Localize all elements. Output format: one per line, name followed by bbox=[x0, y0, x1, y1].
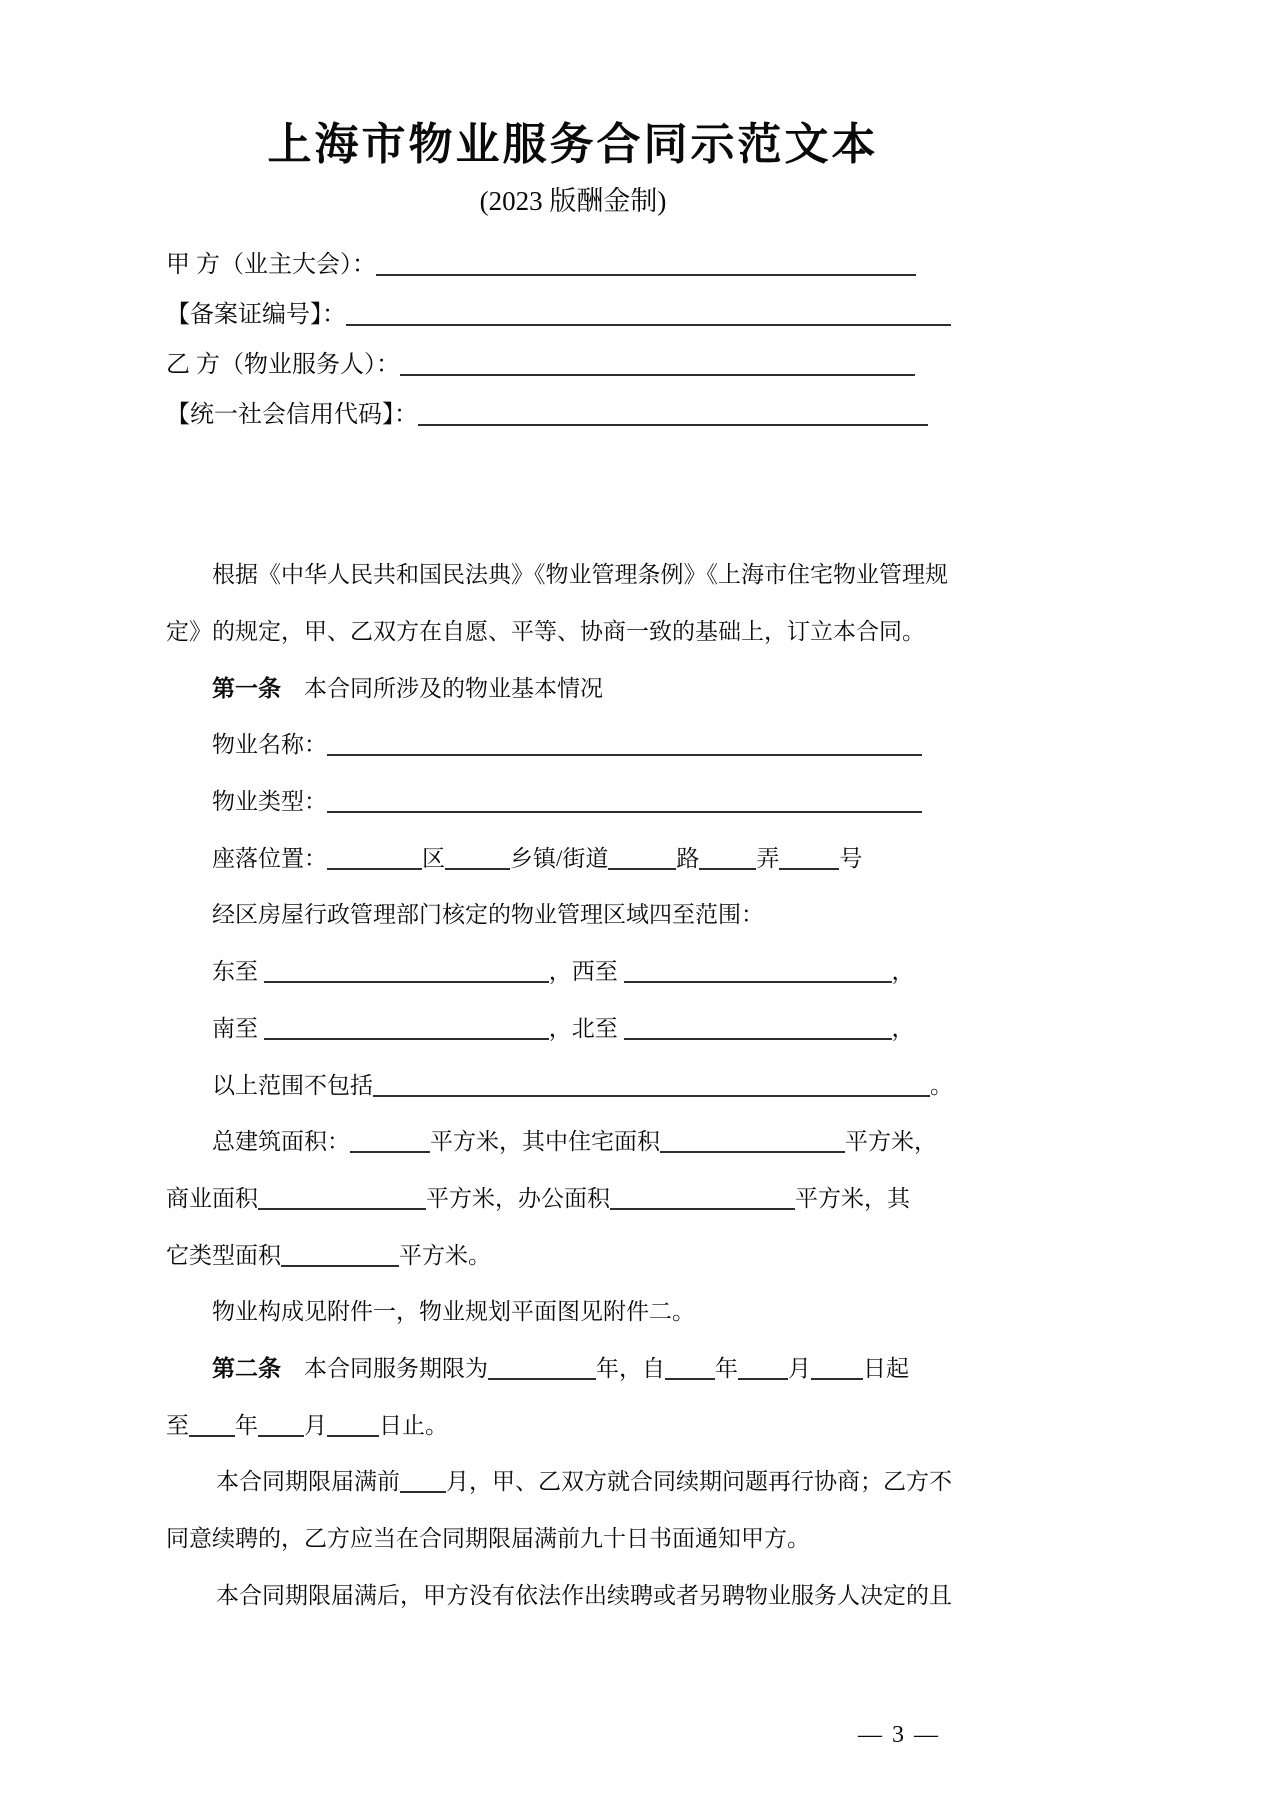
contract-text: 月 bbox=[304, 1412, 327, 1438]
contract-text: 年，自 bbox=[596, 1356, 665, 1382]
contract-line bbox=[166, 1171, 980, 1228]
contract-text: 弄 bbox=[756, 845, 780, 871]
contract-text: 总建筑面积： bbox=[212, 1129, 350, 1155]
contract-text: 本合同服务期限为 bbox=[281, 1356, 488, 1382]
fill-in-blank[interactable] bbox=[258, 1435, 304, 1437]
fill-in-blank[interactable] bbox=[624, 981, 892, 983]
contract-text: 物业名称： bbox=[212, 732, 327, 758]
contract-line bbox=[166, 1454, 980, 1511]
contract-line bbox=[166, 774, 980, 831]
contract-line bbox=[166, 604, 980, 661]
contract-text: 平方米，其 bbox=[795, 1185, 910, 1211]
contract-text: 根据《中华人民共和国民法典》《物业管理条例》《上海市住宅物业管理规 bbox=[212, 562, 948, 588]
contract-line bbox=[166, 887, 980, 944]
contract-text: ， bbox=[891, 959, 915, 985]
contract-text: 同意续聘的，乙方应当在合同期限届满前九十日书面通知甲方。 bbox=[166, 1526, 810, 1552]
contract-text: 日止。 bbox=[379, 1412, 448, 1438]
contract-line bbox=[166, 1001, 980, 1058]
contract-line bbox=[166, 1284, 980, 1341]
page-number: — 3 — bbox=[858, 1722, 940, 1748]
fill-in-blank[interactable] bbox=[264, 981, 549, 983]
header-fields bbox=[166, 240, 980, 440]
fill-in-blank[interactable] bbox=[327, 754, 922, 756]
contract-text: 日起 bbox=[863, 1356, 909, 1382]
fill-in-blank[interactable] bbox=[400, 1491, 446, 1493]
contract-line bbox=[166, 661, 980, 718]
contract-text: 月，甲、乙双方就合同续期问题再行协商；乙方不 bbox=[446, 1469, 952, 1495]
fill-in-blank[interactable] bbox=[350, 1151, 430, 1153]
contract-text: 。 bbox=[930, 1072, 953, 1098]
fill-in-blank[interactable] bbox=[264, 1038, 549, 1040]
contract-text: 物业构成见附件一，物业规划平面图见附件二。 bbox=[212, 1299, 695, 1325]
fill-in-blank[interactable] bbox=[327, 868, 422, 870]
form-field-row bbox=[166, 290, 980, 340]
contract-line bbox=[166, 831, 980, 888]
field-label: 【统一社会信用代码】： bbox=[166, 402, 418, 429]
clause-heading: 第二条 bbox=[212, 1356, 281, 1382]
form-field-row bbox=[166, 390, 980, 440]
contract-text: 乡镇/街道 bbox=[510, 845, 609, 871]
contract-text: 商业面积 bbox=[166, 1185, 258, 1211]
contract-line bbox=[166, 1398, 980, 1455]
contract-text: 以上范围不包括 bbox=[212, 1072, 373, 1098]
contract-line bbox=[166, 717, 980, 774]
contract-line bbox=[166, 1568, 980, 1625]
fill-in-blank[interactable] bbox=[665, 1378, 715, 1380]
contract-line bbox=[166, 1058, 980, 1115]
field-label: 乙 方（物业服务人）： bbox=[166, 352, 400, 379]
contract-text: 平方米，办公面积 bbox=[426, 1185, 610, 1211]
form-field-row bbox=[166, 340, 980, 390]
clause-heading: 第一条 bbox=[212, 675, 281, 701]
fill-in-blank[interactable] bbox=[699, 868, 756, 870]
contract-text: 平方米。 bbox=[399, 1242, 491, 1268]
fill-in-blank[interactable] bbox=[373, 1095, 930, 1097]
contract-text: 号 bbox=[839, 845, 863, 871]
fill-in-blank[interactable] bbox=[327, 1435, 379, 1437]
contract-text: 座落位置： bbox=[212, 845, 327, 871]
fill-in-blank[interactable] bbox=[418, 424, 928, 426]
contract-line bbox=[166, 1511, 980, 1568]
contract-line bbox=[166, 944, 980, 1001]
fill-in-blank[interactable] bbox=[738, 1378, 788, 1380]
contract-text: ，西至 bbox=[548, 959, 624, 985]
contract-text: 定》的规定，甲、乙双方在自愿、平等、协商一致的基础上，订立本合同。 bbox=[166, 618, 925, 644]
contract-text: 经区房屋行政管理部门核定的物业管理区域四至范围： bbox=[212, 902, 764, 928]
fill-in-blank[interactable] bbox=[610, 1208, 795, 1210]
contract-text: 平方米， bbox=[845, 1129, 937, 1155]
contract-text: 本合同期限届满前 bbox=[216, 1469, 400, 1495]
fill-in-blank[interactable] bbox=[258, 1208, 426, 1210]
document-subtitle: (2023 版酬金制) bbox=[479, 186, 667, 217]
contract-text: 本合同所涉及的物业基本情况 bbox=[281, 675, 603, 701]
document-content bbox=[166, 0, 980, 1625]
contract-text: 至 bbox=[166, 1412, 189, 1438]
form-field-row bbox=[166, 240, 980, 290]
contract-text: 南至 bbox=[212, 1015, 264, 1041]
fill-in-blank[interactable] bbox=[608, 868, 676, 870]
contract-text: 东至 bbox=[212, 959, 264, 985]
fill-in-blank[interactable] bbox=[779, 868, 839, 870]
fill-in-blank[interactable] bbox=[400, 374, 915, 376]
fill-in-blank[interactable] bbox=[488, 1378, 596, 1380]
document-title: 上海市物业服务合同示范文本 bbox=[267, 120, 879, 169]
contract-text: 路 bbox=[676, 845, 700, 871]
field-label: 甲 方（业主大会）： bbox=[166, 252, 376, 279]
fill-in-blank[interactable] bbox=[346, 324, 951, 326]
fill-in-blank[interactable] bbox=[376, 274, 916, 276]
contract-line bbox=[166, 1114, 980, 1171]
fill-in-blank[interactable] bbox=[624, 1038, 892, 1040]
fill-in-blank[interactable] bbox=[445, 868, 510, 870]
contract-body bbox=[166, 547, 980, 1624]
fill-in-blank[interactable] bbox=[189, 1435, 235, 1437]
contract-text: ， bbox=[891, 1015, 915, 1041]
contract-text: 年 bbox=[715, 1356, 738, 1382]
fill-in-blank[interactable] bbox=[281, 1265, 399, 1267]
contract-text: 本合同期限届满后，甲方没有依法作出续聘或者另聘物业服务人决定的且 bbox=[216, 1582, 952, 1608]
fill-in-blank[interactable] bbox=[327, 811, 922, 813]
fill-in-blank[interactable] bbox=[660, 1151, 845, 1153]
fill-in-blank[interactable] bbox=[811, 1378, 863, 1380]
contract-text: ，北至 bbox=[548, 1015, 624, 1041]
contract-text: 物业类型： bbox=[212, 789, 327, 814]
contract-text: 月 bbox=[788, 1356, 811, 1382]
contract-line bbox=[166, 1341, 980, 1398]
contract-line bbox=[166, 1228, 980, 1285]
field-label: 【备案证编号】： bbox=[166, 302, 346, 329]
contract-text: 年 bbox=[235, 1412, 258, 1438]
contract-text: 平方米，其中住宅面积 bbox=[430, 1129, 660, 1155]
contract-text: 区 bbox=[422, 845, 445, 871]
contract-line bbox=[166, 547, 980, 604]
contract-text: 它类型面积 bbox=[166, 1242, 281, 1268]
